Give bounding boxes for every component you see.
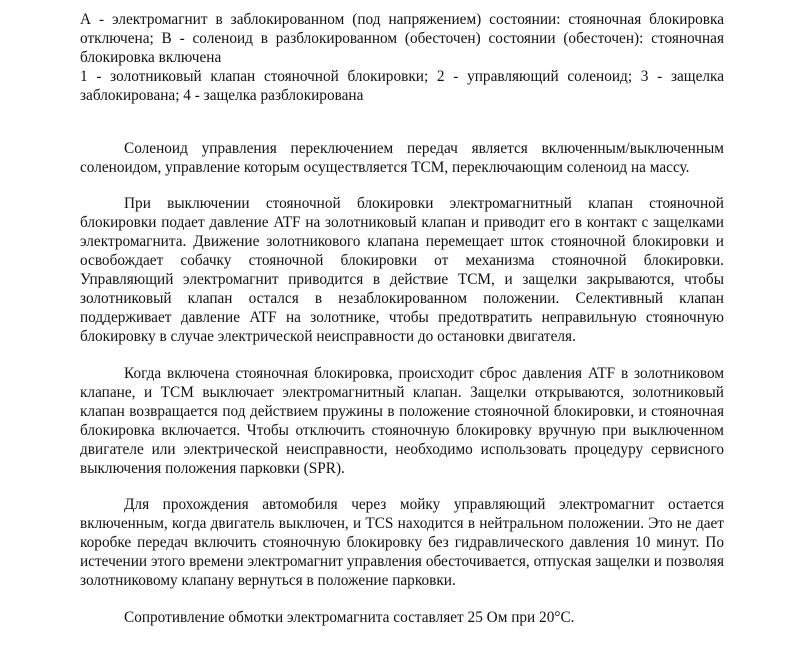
paragraph-park-lock-on: Когда включена стояночная блокировка, происходит сброс давления ATF в золотниковом клапане, и TCM выключает электромагнитный клапан. Защелки открываются, золотниковый клапан возвращается под действием пружины в положение стояночной блокировки, и стояночная блокировка включается. Чтобы отключить стояночную блокировку вручную при выключенном двигателе или электрической неисправности, необходимо использовать процедуру сервисного выключения положения парковки (SPR).	[80, 365, 724, 477]
paragraph-shift-solenoid: Соленоид управления переключением передач является включенным/выключенным соленоидом, управление которым осуществляется TCM, переключающим соленоид на массу.	[80, 140, 724, 176]
paragraph-car-wash: Для прохождения автомобиля через мойку управляющий электромагнит остается включенным, когда двигатель выключен, и TCS находится в нейтральном положении. Это не дает коробке передач включить стояночную блокировку без гидравлического давления 10 минут. По истечении этого времени электромагнит управления обесточивается, отпуская защелки и позволяя золотниковому клапану вернуться в положение парковки.	[80, 496, 724, 589]
paragraph-park-lock-off: При выключении стояночной блокировки электромагнитный клапан стояночной блокировки подает давление ATF на золотниковый клапан и приводит его в контакт с защелками электромагнита. Движение золотникового клапана перемещает шток стояночной блокировки и освобождает собачку стояночной блокировки от механизма стояночной блокировки. Управляющий электромагнит приводится в действие TCM, и защелки закрываются, чтобы золотниковый клапан остался в незаблокированном положении. Селективный клапан поддерживает давление ATF на золотнике, чтобы предотвратить неправильную стояночную блокировку в случае электрической неисправности до остановки двигателя.	[80, 195, 724, 345]
document-page	[80, 10, 724, 627]
paragraph-resistance: Сопротивление обмотки электромагнита составляет 25 Ом при 20°С.	[124, 609, 575, 626]
figure-caption-states: А - электромагнит в заблокированном (под напряжением) состоянии: стояночная блокировка отключена; B - соленоид в разблокированном (обесточен) состоянии (обесточен): стояночная блокировка включена	[80, 11, 724, 66]
figure-caption-legend: 1 - золотниковый клапан стояночной блокировки; 2 - управляющий соленоид; 3 - защелка заблокирована; 4 - защелка разблокирована	[80, 68, 724, 104]
